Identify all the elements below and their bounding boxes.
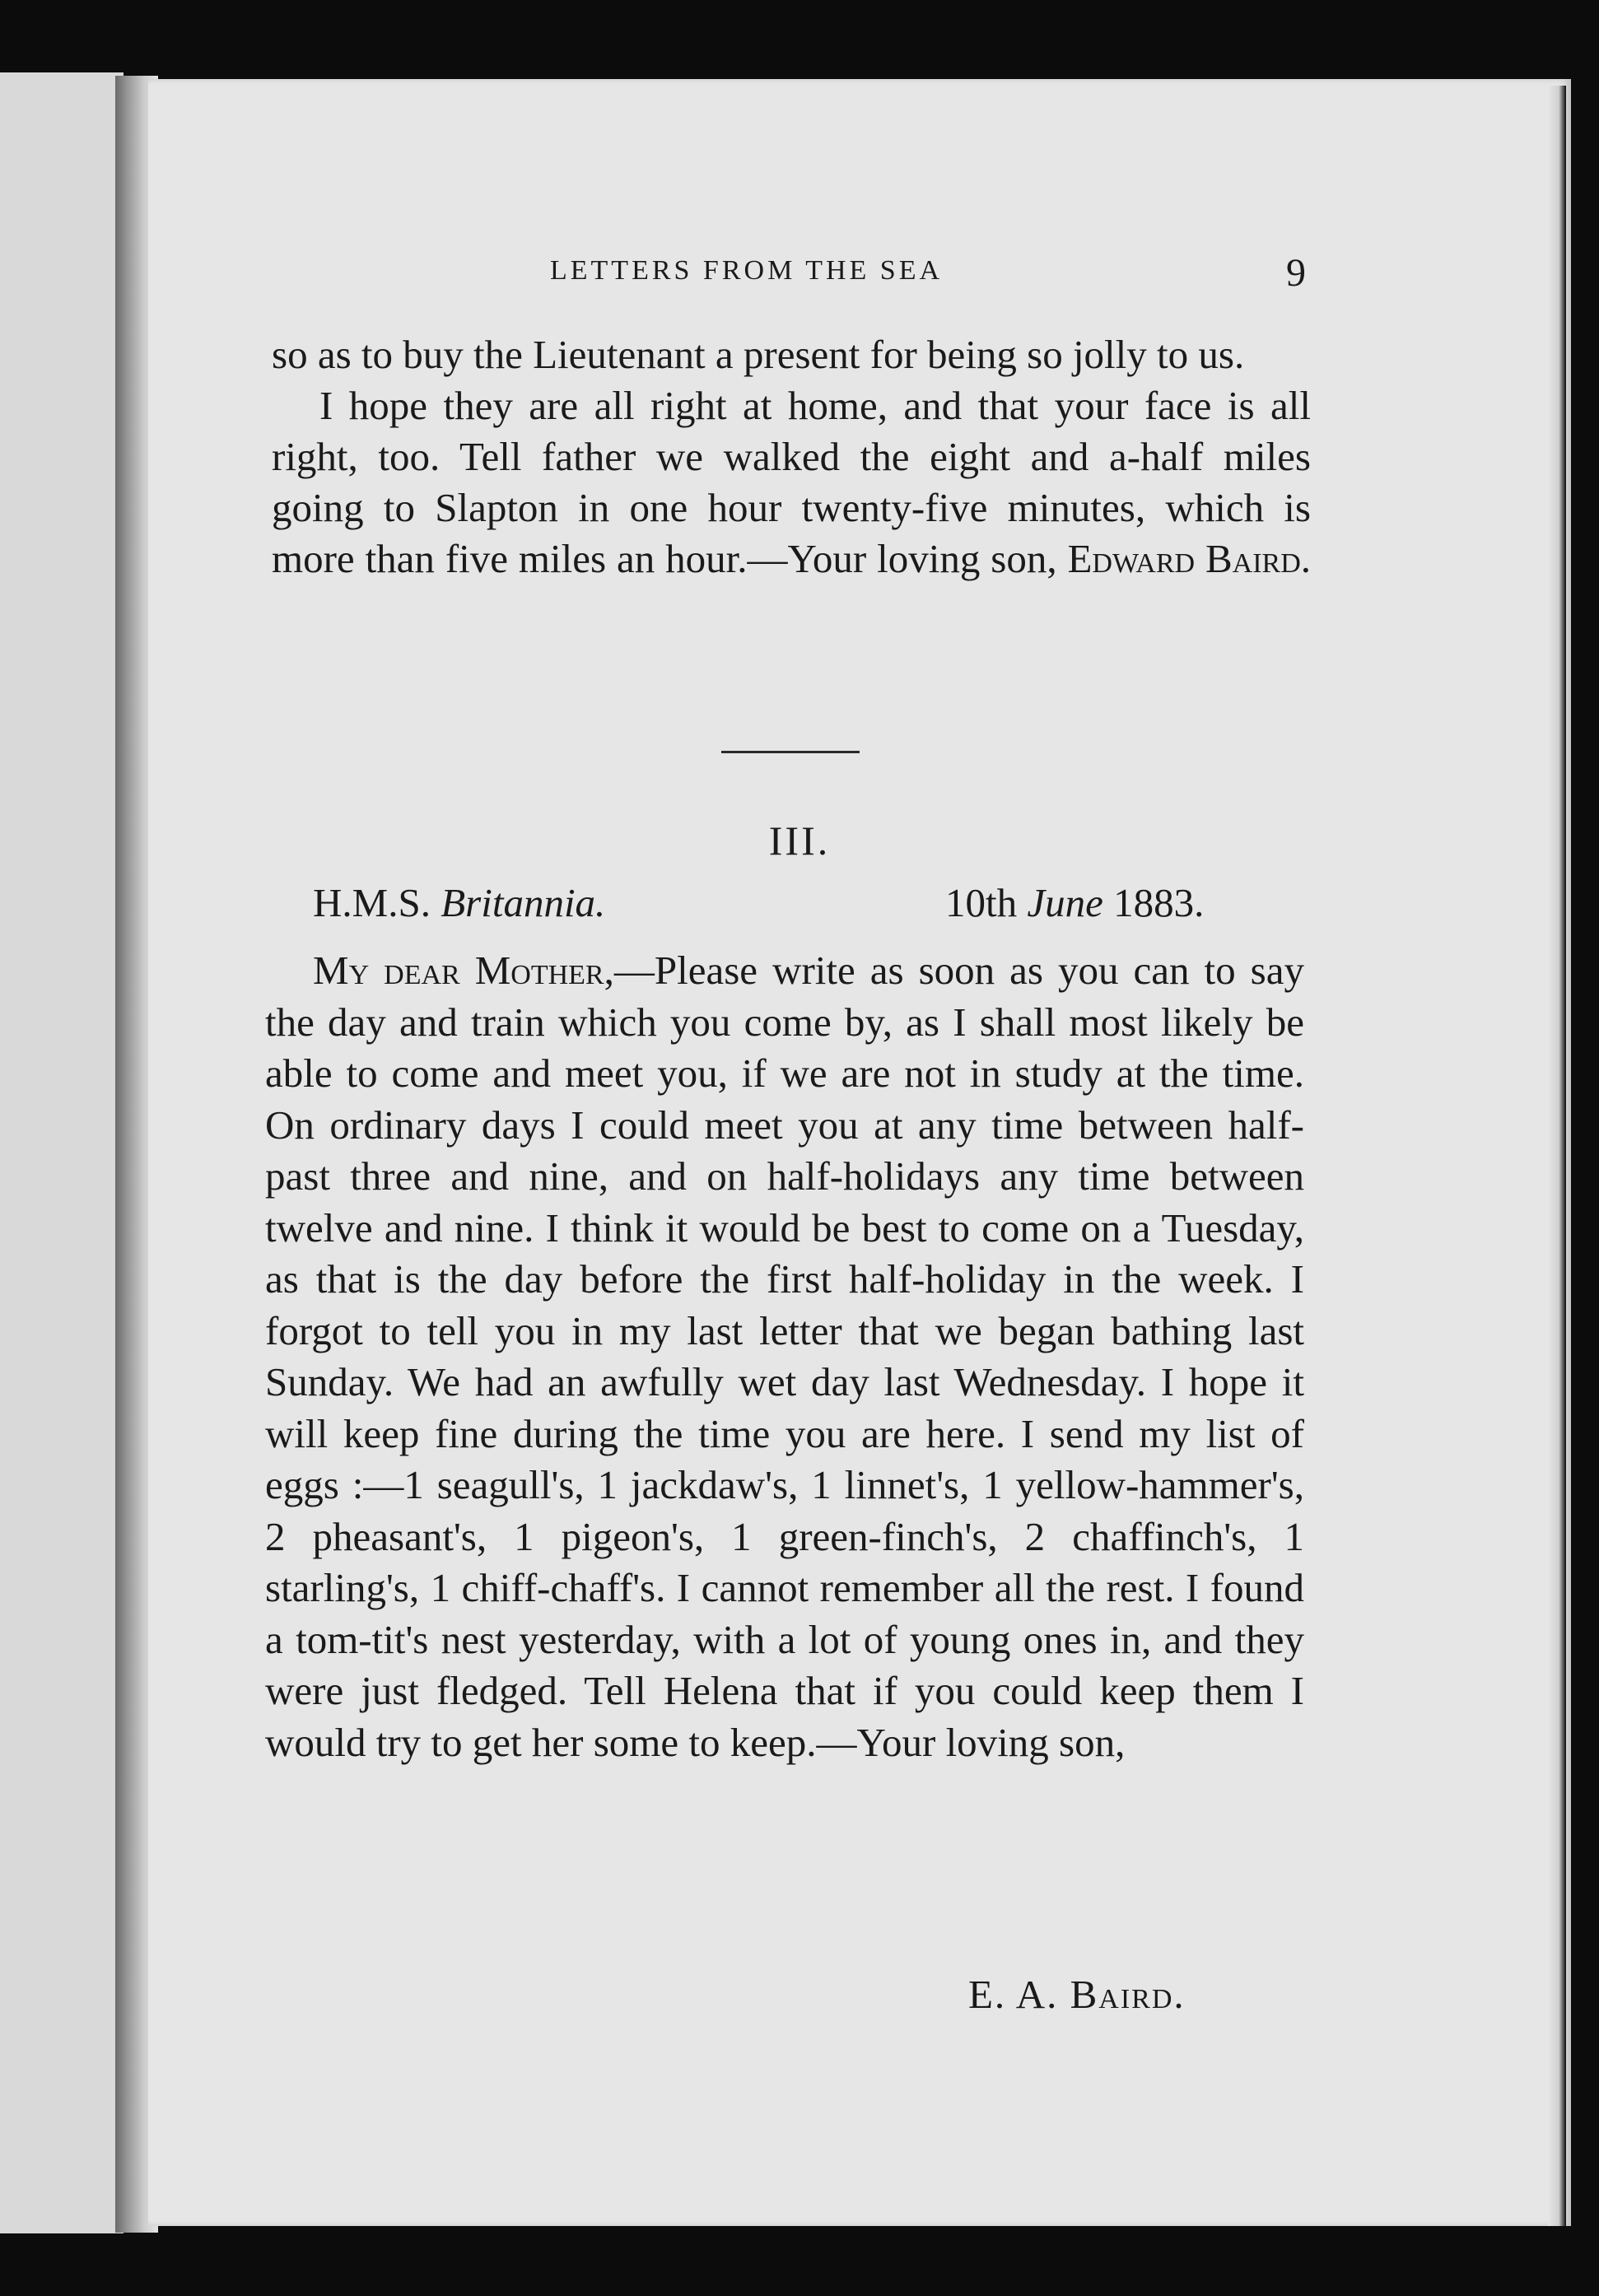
date-month: June xyxy=(1027,880,1103,925)
section-divider-rule xyxy=(721,751,860,753)
letter-place xyxy=(313,879,605,926)
facing-page-edge xyxy=(0,72,124,2233)
date-year: 1883. xyxy=(1113,880,1205,925)
salutation: My dear Mother, xyxy=(313,948,614,993)
previous-letter-ending xyxy=(272,329,1311,584)
page-edge-shadow xyxy=(1548,86,1566,2226)
signature-edward-baird: Edward Baird. xyxy=(1067,536,1311,581)
letter-text: —Please write as soon as you can to say the day and train which you come by, as I shall most likely be able to come and meet you, if we are not in study at the time. On ordinary days I could meet you at any time between half-past three and nine, and on half-holidays any time between twelve and nine. I think it would be best to come on a Tuesday, as that is the day before the first half-holiday in the week. I forgot to tell you in my last letter that we began bathing last Sunday. We had an awfully wet day last Wednesday. I hope it will keep fine during the time you are here. I send my list of eggs :—1 seagull's, 1 jackdaw's, 1 linnet's, 1 yellow-hammer's, 2 pheasant's, 1 pigeon's, 1 green-finch's, 2 chaffinch's, 1 starling's, 1 chiff-chaff's. I cannot remember all the rest. I found a tom-tit's nest yesterday, with a lot of young ones in, and they were just fledged. Tell Helena that if you could keep them I would try to get her some to keep.—Your loving son, xyxy=(265,948,1304,1765)
closing-paragraph xyxy=(272,380,1311,584)
ship-prefix: H.M.S. xyxy=(313,880,441,925)
continuation-paragraph: so as to buy the Lieutenant a present for being so jolly to us. xyxy=(272,332,1245,377)
letter-number-heading: III. xyxy=(768,817,831,864)
letter-paragraph xyxy=(265,945,1304,1768)
signature-e-a-baird: E. A. Baird. xyxy=(968,1972,1186,2017)
ship-name: Britannia. xyxy=(441,880,606,925)
running-title: LETTERS FROM THE SEA xyxy=(550,255,944,286)
date-day: 10th xyxy=(945,880,1018,925)
closing-paragraph-text: I hope they are all right at home, and that your face is all right, too. Tell father we walked the eight and a-half miles going to Slapton in one hour twenty-five minutes, which is more than five miles an hour.—Your loving son, xyxy=(272,383,1311,581)
page-number: 9 xyxy=(1286,251,1306,295)
letter-date xyxy=(945,879,1204,926)
letter-body xyxy=(265,945,1304,1768)
